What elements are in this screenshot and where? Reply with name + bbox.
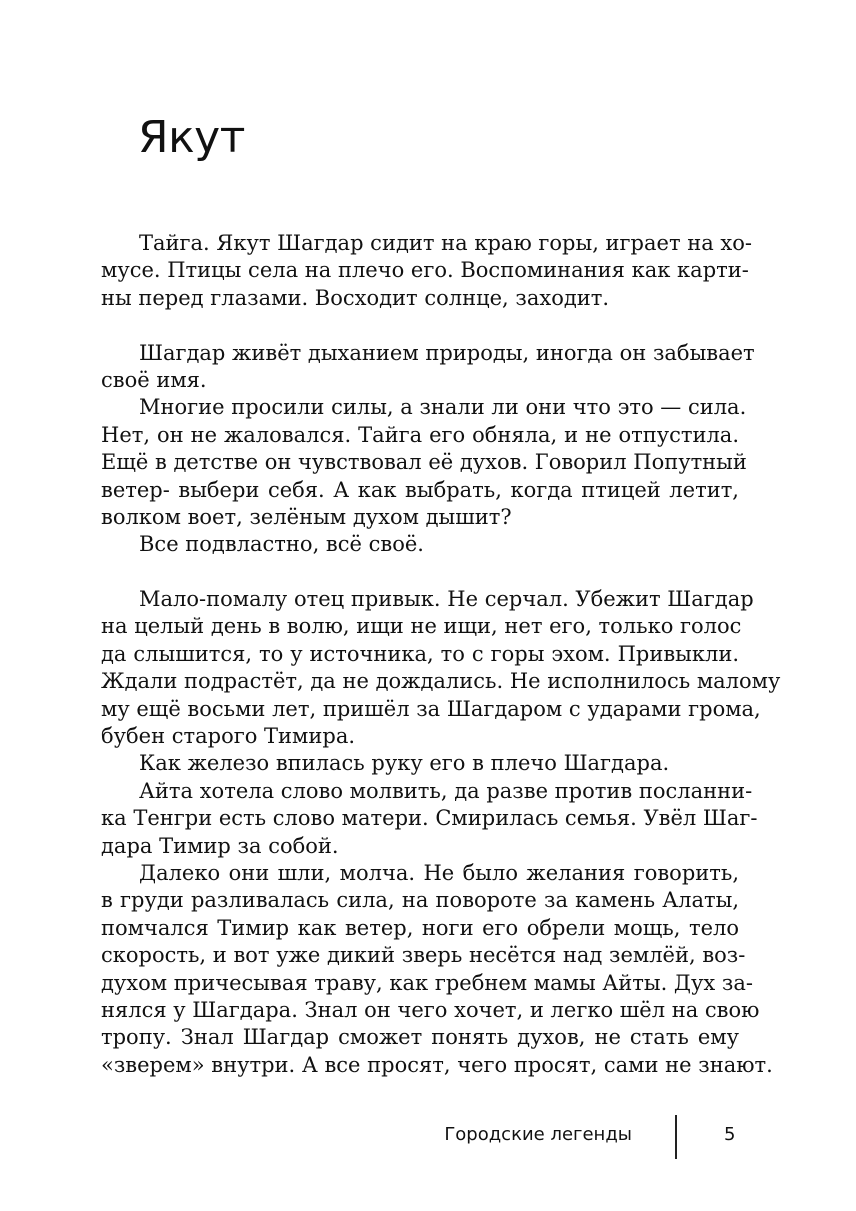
text-line: своё имя. [101,367,207,392]
text-line: Все подвластно, всё своё. [139,532,424,557]
text-line: в груди разливалась сила, на повороте за камень Алаты, [101,888,739,913]
text-line: бубен старого Тимира. [101,724,356,749]
text-line: помчался Тимир как ветер, ноги его обрели мощь, тело [101,915,739,940]
text-line: скорость, и вот уже дикий зверь несётся над землёй, воз- [101,943,746,968]
text-line: дара Тимир за собой. [101,833,339,858]
page-number: 5 [724,1124,736,1145]
text-line: «зверем» внутри. А все просят, чего просят, сами не знают. [101,1052,773,1077]
text-line: мусе. Птицы села на плечо его. Воспоминания как карти- [101,258,749,283]
footer-divider [675,1115,677,1159]
text-line: нялся у Шагдара. Знал он чего хочет, и легко шёл на свою [101,997,760,1022]
text-line: тропу. Знал Шагдар сможет понять духов, не стать ему [101,1025,739,1050]
running-title: Городские легенды [444,1124,632,1145]
text-line: ка Тенгри есть слово матери. Смирилась семья. Увёл Шаг- [101,806,758,831]
paragraph-gap [101,312,739,339]
text-line: Далеко они шли, молча. Не было желания говорить, [139,860,739,885]
text-line: Тайга. Якут Шагдар сидит на краю горы, играет на хо- [139,231,753,255]
body-text [101,230,781,1079]
page-title: Якут [138,112,245,163]
text-line: ны перед глазами. Восходит солнце, заходит. [101,285,610,310]
paragraph-gap [101,559,739,586]
text-line: Ещё в детстве он чувствовал её духов. Говорил Попутный [101,450,747,475]
text-line: Многие просили силы, а знали ли они что это — сила. [139,395,747,420]
text-line: Нет, он не жаловался. Тайга его обняла, и не отпустила. [101,422,739,447]
text-line: на целый день в волю, ищи не ищи, нет его, только голос [101,614,742,639]
text-line: Как железо впилась руку его в плечо Шагдара. [139,751,670,776]
text-line: да слышится, то у источника, то с горы эхом. Привыкли. [101,641,739,666]
text-line: му ещё восьми лет, пришёл за Шагдаром с ударами грома, [101,696,761,721]
text-line: духом причесывая траву, как гребнем мамы Айты. Дух за- [101,970,753,995]
text-line: Ждали подрастёт, да не дождались. Не исполнилось малому [101,669,781,694]
text-line: ветер- выбери себя. А как выбрать, когда птицей летит, [101,477,739,502]
text-line: волком воет, зелёным духом дышит? [101,504,512,529]
text-line: Мало-помалу отец привык. Не серчал. Убежит Шагдар [139,587,754,612]
text-line: Айта хотела слово молвить, да разве против посланни- [139,778,753,803]
text-line: Шагдар живёт дыханием природы, иногда он забывает [139,340,755,365]
